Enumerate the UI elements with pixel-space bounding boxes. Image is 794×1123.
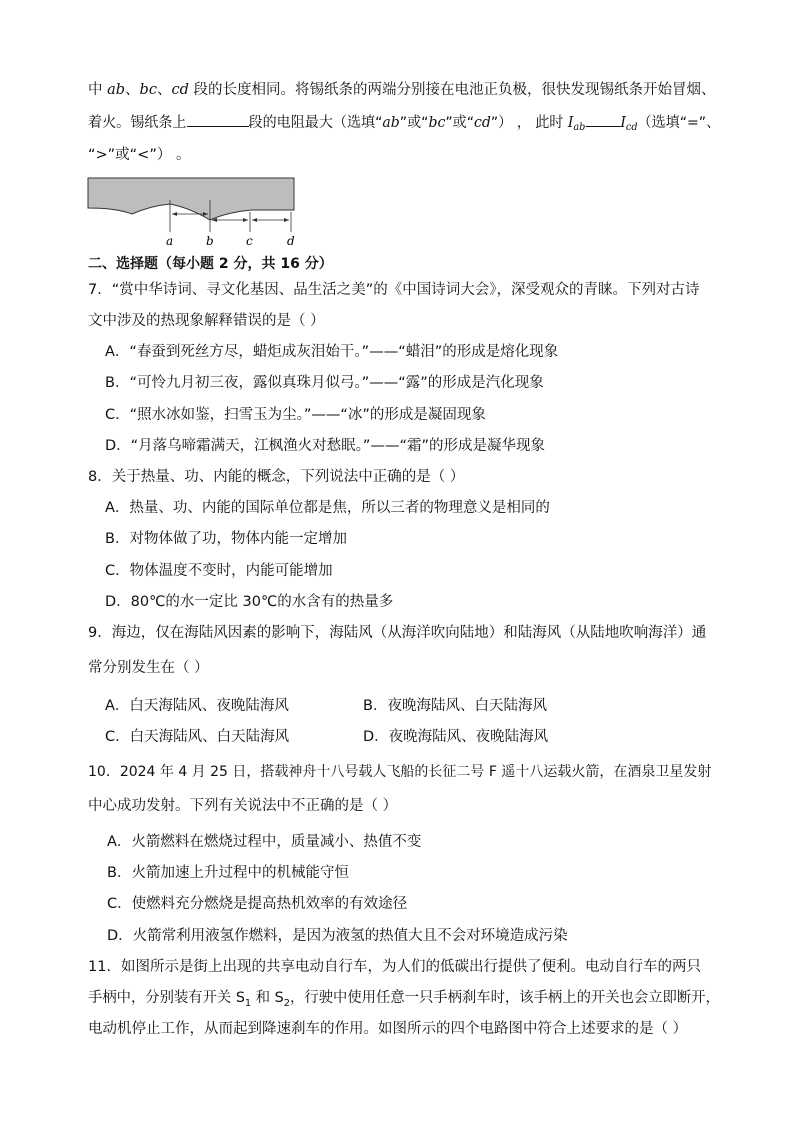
text: 手柄中，分别装有开关 S xyxy=(88,990,245,1006)
q11-stem-3: 电动机停止工作，从而起到降速刹车的作用。如图所示的四个电路图中符合上述要求的是（ ） xyxy=(88,1021,688,1037)
text: 、 xyxy=(156,82,172,98)
arrowhead xyxy=(172,212,177,216)
q6-line-3: “>”或“<”） 。 xyxy=(88,147,191,163)
text: 中 xyxy=(88,82,108,98)
q8-option-d[interactable]: D．80℃的水一定比 30℃的水含有的热量多 xyxy=(105,594,394,610)
switch-subscript: 1 xyxy=(244,997,252,1009)
current-subscript: cd xyxy=(625,122,638,133)
segment-ab: ab xyxy=(107,82,126,98)
q11-stem-1: 11．如图所示是街上出现的共享电动自行车，为人们的低碳出行提供了便利。电动自行车的两只 xyxy=(88,959,701,975)
q8-option-c[interactable]: C．物体温度不变时，内能可能增加 xyxy=(105,563,333,579)
q10-stem-1: 10．2024 年 4 月 25 日，搭载神舟十八号载人飞船的长征二号 F 遥十八运载火箭，在酒泉卫星发射 xyxy=(88,764,712,780)
label-c: c xyxy=(246,234,253,248)
q10-option-a[interactable]: A．火箭燃料在燃烧过程中，质量减小、热值不变 xyxy=(107,834,422,850)
arrowhead xyxy=(252,218,257,222)
q9-option-a[interactable]: A．白天海陆风、夜晚陆海风 xyxy=(105,698,289,714)
text: ”或“ xyxy=(399,115,429,131)
section-heading: 二、选择题（每小题 2 分，共 16 分） xyxy=(88,256,333,272)
current-symbol: I xyxy=(620,115,626,131)
q6-line-1 xyxy=(88,80,715,100)
tin-foil-strip-figure xyxy=(86,174,298,250)
q9-stem-2: 常分别发生在（ ） xyxy=(88,660,209,676)
text: 和 S xyxy=(251,990,284,1006)
text: 、 xyxy=(125,82,140,98)
q7-option-d[interactable]: D．“月落乌啼霜满天，江枫渔火对愁眠。”——“霜”的形成是凝华现象 xyxy=(105,438,545,454)
q9-option-c[interactable]: C．白天海陆风、白天陆海风 xyxy=(105,729,290,745)
arrowhead xyxy=(284,218,289,222)
text: ，行驶中使用任意一只手柄刹车时，该手柄上的开关也会立即断开， xyxy=(290,990,720,1006)
q7-option-b[interactable]: B．“可怜九月初三夜，露似真珠月似弓。”——“露”的形成是汽化现象 xyxy=(105,375,544,391)
label-a: a xyxy=(166,234,174,248)
q8-option-b[interactable]: B．对物体做了功，物体内能一定增加 xyxy=(105,531,347,547)
text: 段的电阻最大（选填“ xyxy=(248,115,383,131)
option-cd: cd xyxy=(473,115,491,131)
q9-stem-1: 9．海边，仅在海陆风因素的影响下，海陆风（从海洋吹向陆地）和陆海风（从陆地吹响海洋）通 xyxy=(88,625,707,641)
option-ab: ab xyxy=(382,115,400,131)
text: 段的长度相同。将锡纸条的两端分别接在电池正负极，很快发现锡纸条开始冒烟、 xyxy=(188,82,716,98)
q10-stem-2: 中心成功发射。下列有关说法中不正确的是（ ） xyxy=(88,798,398,814)
label-b: b xyxy=(206,234,214,248)
q9-option-d[interactable]: D．夜晚海陆风、夜晚陆海风 xyxy=(363,729,549,745)
text: ”） ， 此时 xyxy=(490,115,568,131)
current-symbol: I xyxy=(567,115,574,131)
segment-cd: cd xyxy=(171,82,189,98)
text: （选填“=”、 xyxy=(637,115,721,131)
switch-subscript: 2 xyxy=(283,997,291,1009)
q10-option-d[interactable]: D．火箭常利用液氢作燃料，是因为液氢的热值大且不会对环境造成污染 xyxy=(107,928,568,944)
q7-option-a[interactable]: A．“春蚕到死丝方尽，蜡炬成灰泪始干。”——“蜡泪”的形成是熔化现象 xyxy=(105,344,559,360)
current-subscript: ab xyxy=(573,122,586,133)
text: ”或“ xyxy=(445,115,474,131)
option-bc: bc xyxy=(428,115,446,131)
q7-option-c[interactable]: C．“照水冰如鉴，扫雪玉为尘。”——“冰”的形成是凝固现象 xyxy=(105,407,486,423)
segment-bc: bc xyxy=(139,82,157,98)
answer-blank-2[interactable] xyxy=(585,112,620,127)
arrowhead xyxy=(243,218,248,222)
label-d: d xyxy=(287,234,295,248)
q10-option-b[interactable]: B．火箭加速上升过程中的机械能守恒 xyxy=(107,865,349,881)
text: 着火。锡纸条上 xyxy=(88,115,187,131)
answer-blank-1[interactable] xyxy=(186,112,248,127)
q8-option-a[interactable]: A．热量、功、内能的国际单位都是焦，所以三者的物理意义是相同的 xyxy=(105,500,550,516)
q7-stem-2: 文中涉及的热现象解释错误的是（ ） xyxy=(88,313,325,329)
q8-stem: 8．关于热量、功、内能的概念，下列说法中正确的是（ ） xyxy=(88,469,465,485)
q7-stem-1: 7．“赏中华诗词、寻文化基因、品生活之美”的《中国诗词大会》，深受观众的青睐。下列对古诗 xyxy=(88,282,700,298)
q11-stem-2 xyxy=(88,988,720,1014)
q6-line-2 xyxy=(88,112,720,138)
q10-option-c[interactable]: C．使燃料充分燃烧是提高热机效率的有效途径 xyxy=(107,896,408,912)
q9-option-b[interactable]: B．夜晚海陆风、白天陆海风 xyxy=(363,698,547,714)
